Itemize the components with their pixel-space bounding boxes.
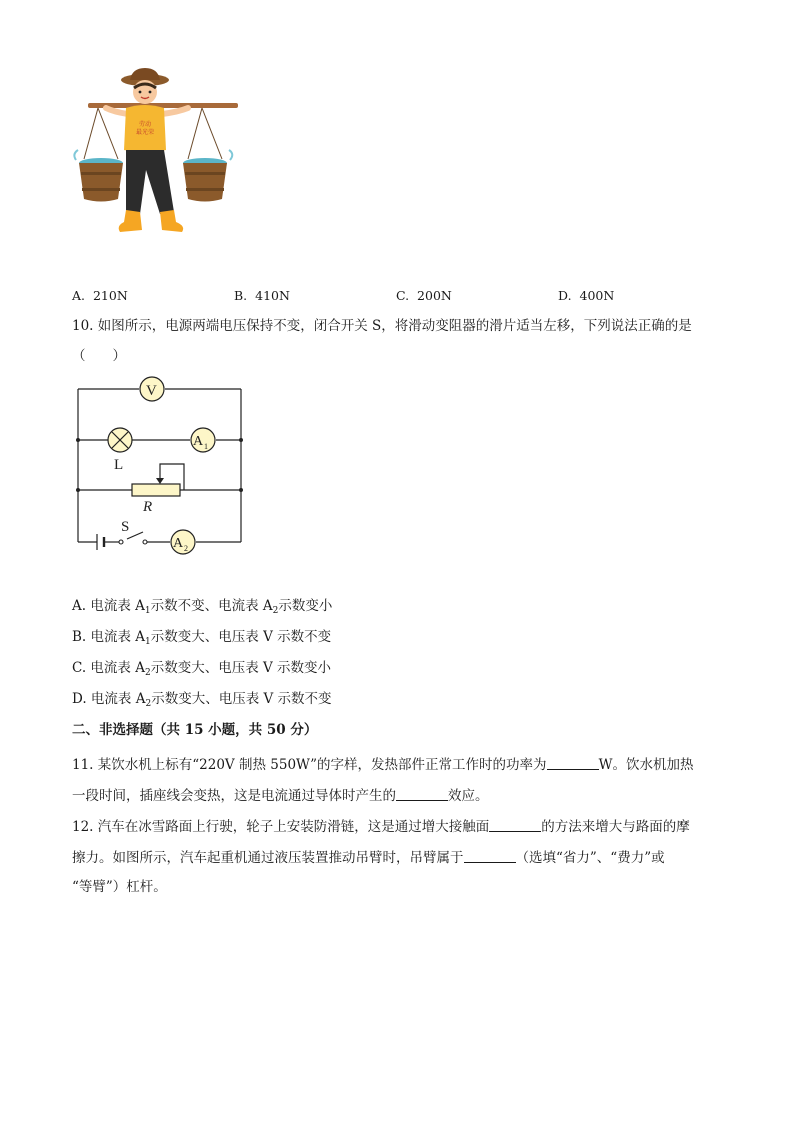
q10-option-a[interactable]: [72, 600, 332, 614]
option-text: 200N: [417, 288, 452, 303]
option-text: 示数变大、电压表 V 示数不变: [151, 691, 332, 707]
voltmeter-label: V: [146, 383, 157, 399]
option-letter: A.: [72, 288, 86, 303]
ammeter2-subscript: 2: [184, 544, 188, 553]
q9-option-d[interactable]: [558, 288, 614, 303]
answer-blank[interactable]: [464, 850, 516, 863]
q10-option-c[interactable]: [72, 662, 331, 676]
subscript: 2: [144, 668, 151, 678]
section-heading: 二、非选择题（共 15 小题，共 50 分）: [72, 722, 318, 738]
q11-text: 一段时间，插座线会变热，这是电流通过导体时产生的: [72, 788, 396, 804]
q11-line1: [72, 757, 693, 773]
answer-blank[interactable]: [547, 757, 599, 770]
option-text: A. 电流表 A: [72, 598, 145, 614]
q11-line2: [72, 788, 489, 804]
option-text: 400N: [579, 288, 615, 303]
circuit-svg: [70, 374, 250, 556]
q12-text: （选填“省力”、“费力”或: [515, 850, 665, 866]
shirt-logo-text-1: 劳动: [139, 121, 152, 128]
subscript: 1: [144, 606, 151, 616]
answer-blank[interactable]: [489, 819, 541, 832]
lamp-label: L: [114, 457, 124, 473]
option-text: D. 电流表 A: [72, 691, 146, 707]
option-text: 示数不变、电流表 A: [150, 598, 273, 614]
q12-line3: “等臂”）杠杆。: [72, 879, 167, 895]
option-letter: D.: [558, 288, 572, 303]
q12-text: 12. 汽车在冰雪路面上行驶，轮子上安装防滑链，这是通过增大接触面: [72, 819, 490, 835]
q11-text: 11. 某饮水机上标有“220V 制热 550W”的字样，发热部件正常工作时的功率为: [72, 757, 547, 773]
q10-circuit-diagram: [70, 374, 250, 556]
option-letter: C.: [396, 288, 410, 303]
option-text: 210N: [92, 288, 128, 303]
option-text: 410N: [255, 288, 290, 303]
option-text: 示数变大、电压表 V 示数变小: [150, 660, 332, 676]
option-text: 示数变小: [278, 598, 333, 614]
q12-line1: [72, 819, 690, 835]
shirt-logo-text-2: 最光荣: [136, 129, 155, 136]
option-letter: B.: [234, 288, 248, 303]
q12-text: 擦力。如图所示，汽车起重机通过液压装置推动吊臂时，吊臂属于: [72, 850, 464, 866]
q10-option-d[interactable]: [72, 693, 332, 707]
q10-option-b[interactable]: [72, 631, 331, 645]
option-text: B. 电流表 A: [72, 629, 146, 645]
q12-line2: [72, 850, 665, 866]
carrier-figure-svg: [70, 66, 240, 241]
carrier-illustration: [70, 66, 240, 241]
option-text: C. 电流表 A: [72, 660, 145, 676]
answer-blank[interactable]: [396, 788, 448, 801]
q10-stem-line2: （ ）: [72, 348, 126, 364]
q9-option-b[interactable]: [234, 288, 290, 303]
q9-option-a[interactable]: [72, 288, 128, 303]
ammeter2-label: A: [173, 536, 184, 551]
ammeter1-label: A: [193, 434, 204, 449]
subscript: 2: [145, 699, 152, 709]
ammeter1-subscript: 1: [204, 442, 208, 451]
q11-text: W。饮水机加热: [598, 757, 694, 773]
rheostat-label: R: [143, 499, 153, 515]
subscript: 2: [272, 606, 279, 616]
switch-label: S: [121, 519, 130, 535]
subscript: 1: [145, 637, 151, 647]
q10-stem-line1: 10. 如图所示，电源两端电压保持不变，闭合开关 S，将滑动变阻器的滑片适当左移，下列说法正确的是: [72, 318, 692, 334]
q9-option-c[interactable]: [396, 288, 452, 303]
q12-text: 的方法来增大与路面的摩: [541, 819, 690, 835]
q11-text: 效应。: [448, 788, 489, 804]
option-text: 示数变大、电压表 V 示数不变: [150, 629, 332, 645]
